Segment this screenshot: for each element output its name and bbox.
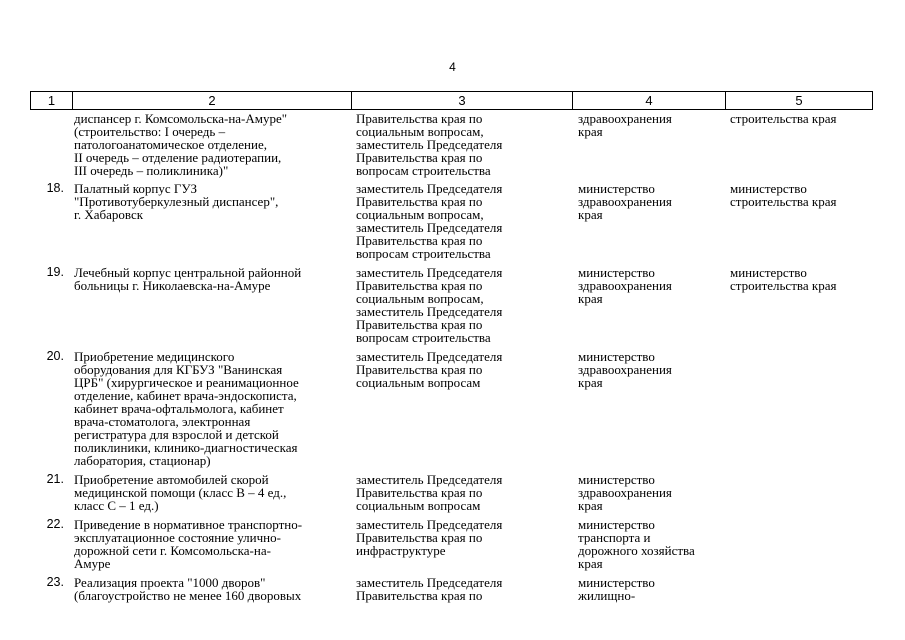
curator: заместитель Председателя Правительства края по социальным вопросам <box>356 472 503 513</box>
column-header-5: 5 <box>726 92 873 110</box>
executor-ministry: министерство строительства края <box>730 265 837 293</box>
responsible-ministry: здравоохранения края <box>578 111 672 139</box>
column-header-1: 1 <box>31 92 73 110</box>
object-name: Приведение в нормативное транспортно- эксплуатационное состояние улично- дорожной сети г. Комсомольска-на- Амуре <box>74 517 303 571</box>
row-number: 18. <box>46 181 64 195</box>
column-header-row <box>30 91 873 110</box>
object-name: Реализация проекта "1000 дворов" (благоустройство не менее 160 дворовых <box>74 575 302 603</box>
column-header-3: 3 <box>352 92 573 110</box>
row-number: 22. <box>46 517 64 531</box>
responsible-ministry: министерство транспорта и дорожного хозяйства края <box>578 517 695 571</box>
column-header-2: 2 <box>73 92 352 110</box>
responsible-ministry: министерство здравоохранения края <box>578 181 672 222</box>
curator: заместитель Председателя Правительства края по социальным вопросам, заместитель Председателя Правительства края по вопросам строительства <box>356 181 503 261</box>
curator: заместитель Председателя Правительства края по инфраструктуре <box>356 517 503 558</box>
column-header-4: 4 <box>573 92 726 110</box>
responsible-ministry: министерство здравоохранения края <box>578 349 672 390</box>
responsible-ministry: министерство здравоохранения края <box>578 265 672 306</box>
row-number: 19. <box>46 265 64 279</box>
curator: заместитель Председателя Правительства края по социальным вопросам <box>356 349 503 390</box>
curator: заместитель Председателя Правительства края по социальным вопросам, заместитель Председателя Правительства края по вопросам строительства <box>356 265 503 345</box>
responsible-ministry: министерство здравоохранения края <box>578 472 672 513</box>
row-number: 21. <box>46 472 64 486</box>
object-name: Палатный корпус ГУЗ "Противотуберкулезный диспансер", г. Хабаровск <box>74 181 279 222</box>
curator: заместитель Председателя Правительства края по <box>356 575 503 603</box>
executor-ministry: строительства края <box>730 111 837 126</box>
row-number: 23. <box>46 575 64 589</box>
object-name: диспансер г. Комсомольска-на-Амуре" (строительство: I очередь – патологоанатомическое отделение, II очередь – отделение радиотерапии, III очередь – поликлиника)" <box>74 111 288 178</box>
object-name: Лечебный корпус центральной районной больницы г. Николаевска-на-Амуре <box>74 265 302 293</box>
object-name: Приобретение автомобилей скорой медицинской помощи (класс В – 4 ед., класс С – 1 ед.) <box>74 472 287 513</box>
curator: Правительства края по социальным вопросам, заместитель Председателя Правительства края по вопросам строительства <box>356 111 503 178</box>
page-number: 4 <box>449 60 456 74</box>
responsible-ministry: министерство жилищно- <box>578 575 655 603</box>
object-name: Приобретение медицинского оборудования для КГБУЗ "Ванинская ЦРБ" (хирургическое и реанимационное отделение, кабинет врача-эндоскописта, кабинет врача-офтальмолога, кабинет врача-стоматолога, электронная регистратура для взрослой и детской поликлиники, клинико-диагностическая лаборатория, стационар) <box>74 349 299 468</box>
row-number: 20. <box>46 349 64 363</box>
executor-ministry: министерство строительства края <box>730 181 837 209</box>
